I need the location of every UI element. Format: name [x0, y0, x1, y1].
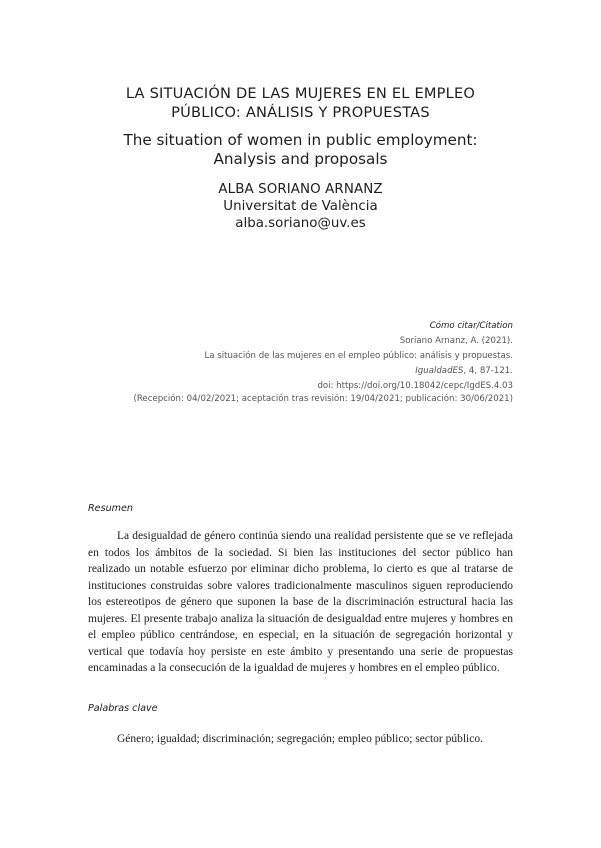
english-title-line-2: Analysis and proposals — [213, 150, 388, 168]
author-email[interactable]: alba.soriano@uv.es — [235, 216, 366, 231]
citation-line-1: Soriano Arnanz, A. (2021). — [399, 336, 513, 346]
author-affiliation: Universitat de València — [223, 199, 378, 214]
author-block — [60, 181, 541, 232]
spanish-title-line-2: PÚBLICO: ANÁLISIS Y PROPUESTAS — [171, 104, 430, 121]
citation-block — [183, 319, 513, 394]
spanish-title-line-1: LA SITUACIÓN DE LAS MUJERES EN EL EMPLEO — [125, 85, 476, 102]
author-name: ALBA SORIANO ARNANZ — [218, 182, 383, 197]
citation-journal-line — [183, 364, 513, 379]
spanish-title — [60, 84, 541, 122]
abstract-text: La desigualdad de género continúa siendo una realidad persistente que se ve reflejada en todos los ámbitos de la sociedad. Si bien las instituciones del sector público han realizado un notable esfuerzo por eliminar dicho problema, lo cierto es que al tratarse de instituciones construidas sobre valores tradicionalmente masculinos siguen reproduciendo los estereotipos de género que suponen la base de la discriminación estructural hacia las mujeres. El presente trabajo analiza la situación de desigualdad entre mujeres y hombres en el empleo público centrándose, en especial, en la situación de segregación horizontal y vertical que todavía hoy persiste en este ámbito y presentando una serie de propuestas encaminadas a la consecución de la igualdad de mujeres y hombres en el empleo público. — [88, 530, 513, 674]
citation-issue: , 4, 87-121. — [463, 366, 513, 376]
keywords-text: Género; igualdad; discriminación; segregación; empleo público; sector público. — [117, 733, 483, 745]
publication-dates: (Recepción: 04/02/2021; aceptación tras revisión: 19/04/2021; publicación: 30/06/2021) — [133, 394, 513, 404]
citation-label: Cómo citar/Citation — [429, 321, 513, 331]
english-title — [60, 131, 541, 169]
citation-doi[interactable]: doi: https://doi.org/10.18042/cepc/IgdES.4.03 — [317, 381, 513, 391]
citation-journal: IgualdadES — [415, 366, 464, 376]
english-title-line-1: The situation of women in public employment: — [123, 131, 478, 149]
citation-line-2: La situación de las mujeres en el empleo público: análisis y propuestas. — [204, 351, 513, 361]
abstract-heading: Resumen — [88, 503, 133, 514]
keywords-heading: Palabras clave — [88, 703, 158, 714]
